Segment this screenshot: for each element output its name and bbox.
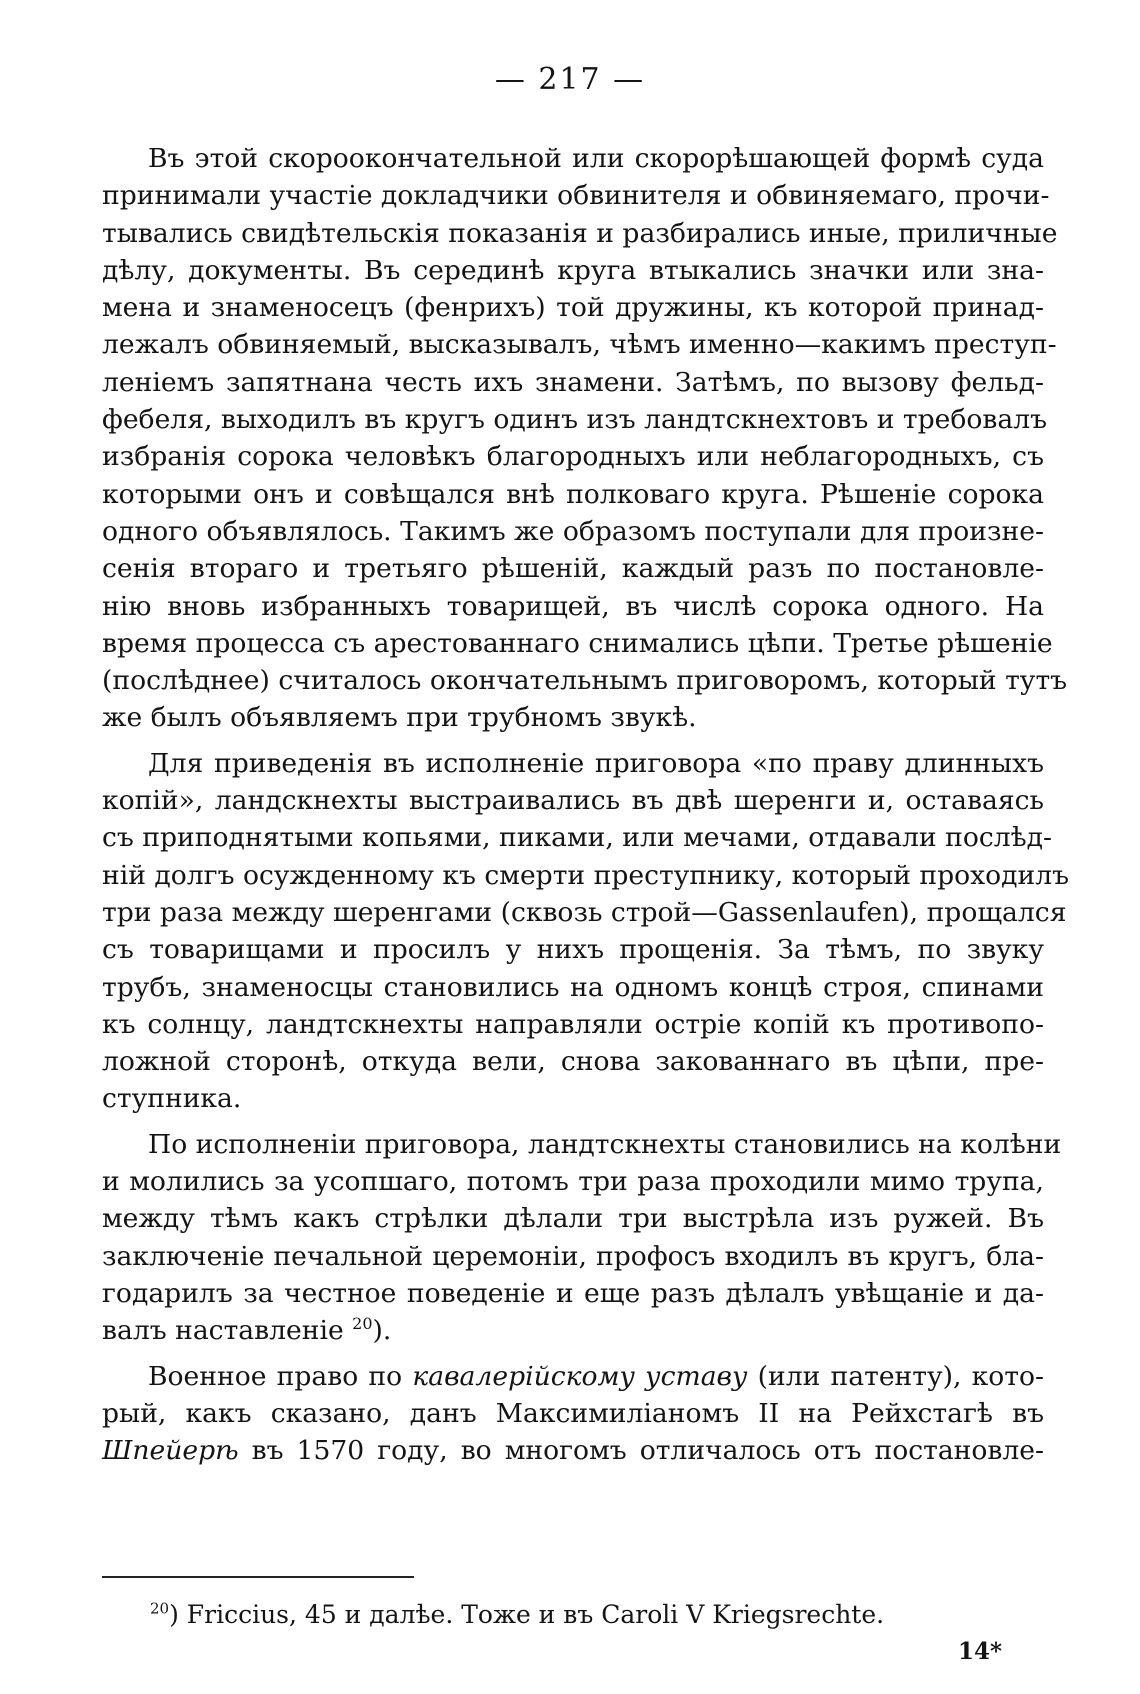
text-line: Въ этой скороокончательной или скорорѣшающей формѣ суда (148, 143, 1044, 174)
emphasis: Шпейерѣ (102, 1435, 239, 1467)
text-line: три раза между шеренгами (сквозь строй—Gassenlaufen), прощался (102, 896, 1067, 928)
footnote-text: ) Friccius, 45 и далѣе. Тоже и въ Caroli V Kriegsrechte. (169, 1600, 885, 1629)
text-line: съ товарищами и просилъ у нихъ прощенія. За тѣмъ, по звуку (102, 934, 1044, 966)
text-line: дѣлу, документы. Въ серединѣ круга втыкались значки или зна- (102, 254, 1044, 286)
text-line: фебеля, выходилъ въ кругъ одинъ изъ ландтскнехтовъ и требовалъ (102, 404, 1048, 436)
text-line: же былъ объявляемъ при трубномъ звукѣ. (102, 702, 697, 734)
text-line: принимали участіе докладчики обвинителя и обвиняемаго, прочи- (102, 180, 1050, 212)
text-line: нію вновь избранныхъ товарищей, въ числѣ сорока одного. На (102, 590, 1044, 622)
text-line: валъ наставленіе $^{20}$). (102, 1314, 392, 1347)
text-line: между тѣмъ какъ стрѣлки дѣлали три выстрѣла изъ ружей. Въ (102, 1203, 1044, 1235)
page-number: — 217 — (494, 62, 646, 97)
text-line: копій», ландскнехты выстраивались въ двѣ шеренги и, оставаясь (102, 785, 1044, 817)
paragraph-4 (102, 1358, 1044, 1470)
text-line: время процесса съ арестованнаго снимались цѣпи. Третье рѣшеніе (102, 627, 1053, 659)
paragraph-3 (102, 1126, 1062, 1350)
paragraph-1 (102, 140, 1068, 737)
text-line: (послѣднее) считалось окончательнымъ приговоромъ, который тутъ (102, 665, 1068, 697)
footnote-rule (102, 1576, 414, 1578)
text-line: ложной сторонѣ, откуда вели, снова закованнаго въ цѣпи, пре- (102, 1046, 1044, 1078)
text-line: и молились за усопшаго, потомъ три раза проходили мимо трупа, (102, 1166, 1044, 1198)
text-line: къ солнцу, ландтскнехты направляли остріе копій къ противопо- (102, 1008, 1044, 1040)
text-line: рый, какъ сказано, данъ Максимиліаномъ II на Рейхстагѣ въ (102, 1397, 1044, 1429)
text-line: мена и знаменосецъ (фенрихъ) той дружины, къ которой принад- (102, 292, 1044, 324)
text-line: Для приведенія въ исполненіе приговора «по праву длинныхъ (148, 747, 1044, 779)
text-line: тывались свидѣтельскія показанія и разбирались иные, приличные (102, 217, 1058, 249)
text-line: Военное право по кавалерійскому уставу (или патенту), кото- (148, 1360, 1044, 1392)
text-line: По исполненіи приговора, ландтскнехты становились на колѣни (148, 1128, 1062, 1160)
text-line: лежалъ обвиняемый, высказывалъ, чѣмъ именно—какимъ преступ- (102, 329, 1057, 361)
text-line: Шпейерѣ въ 1570 году, во многомъ отличалось отъ постановле- (102, 1435, 1044, 1467)
text-line: одного объявлялось. Такимъ же образомъ поступали для произне- (102, 515, 1044, 547)
text-line: валъ наставленіе (102, 1315, 353, 1347)
footnote-marker: 20 (150, 1599, 170, 1618)
text-line: леніемъ запятнана честь ихъ знамени. Затѣмъ, по вызову фельд- (102, 366, 1044, 398)
text-line: трубъ, знаменосцы становились на одномъ концѣ строя, спинами (102, 971, 1044, 1003)
paragraph-2 (102, 745, 1070, 1118)
text-line: которыми онъ и совѣщался внѣ полковаго круга. Рѣшеніе сорока (102, 478, 1044, 510)
footnote-reference: 20 (352, 1314, 373, 1334)
text-line: съ приподнятыми копьями, пиками, или мечами, отдавали послѣд- (102, 822, 1053, 854)
text-line: ступника. (102, 1083, 242, 1115)
signature-mark: 14* (958, 1638, 1003, 1665)
emphasis: кавалерійскому уставу (412, 1360, 748, 1392)
text-line: сенія втораго и третьяго рѣшеній, каждый разъ по постановле- (102, 553, 1044, 585)
text-line: годарилъ за честное поведеніе и еще разъ дѣлалъ увѣщаніе и да- (102, 1277, 1044, 1309)
body-text (102, 140, 1070, 1477)
text-line: заключеніе печальной церемоніи, профосъ входилъ въ кругъ, бла- (102, 1240, 1044, 1272)
footnote (150, 1600, 884, 1629)
text-line: избранія сорока человѣкъ благородныхъ или неблагородныхъ, съ (102, 441, 1044, 473)
text-line: ній долгъ осужденному къ смерти преступнику, который проходилъ (102, 859, 1070, 891)
